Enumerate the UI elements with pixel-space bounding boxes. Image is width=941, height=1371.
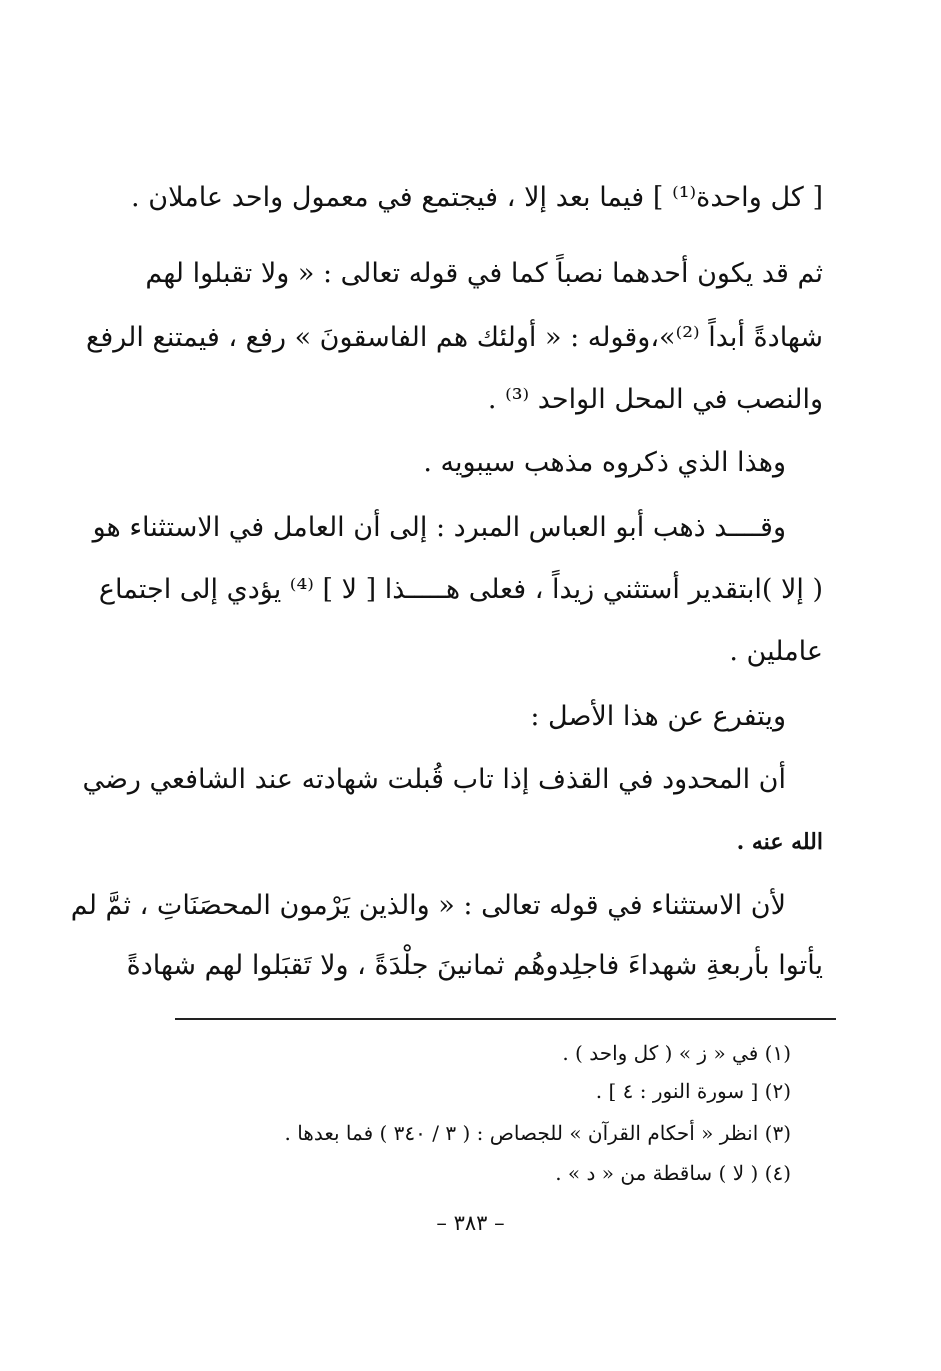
body-line-13: يأتوا بأربعةِ شهداءَ فاجلِدوهُم ثمانينَ جلْدَةً ، ولا تَقبَلوا لهم شهادةً	[126, 950, 823, 981]
body-line-6: وقــــد ذهب أبو العباس المبرد : إلى أن العامل في الاستثناء هو	[92, 512, 786, 543]
body-line-8: عاملين .	[729, 636, 823, 667]
footnote-2: (٢) [ سورة النور : ٤ ] .	[595, 1079, 791, 1103]
body-line-10: أن المحدود في القذف إذا تاب قُبلت شهادته عند الشافعي رضي	[82, 764, 786, 795]
body-line-9: ويتفرع عن هذا الأصل :	[530, 701, 786, 732]
body-line-11: الله عنه .	[736, 829, 823, 855]
footnote-1: (١) في « ز » ( كل واحد ) .	[562, 1041, 791, 1065]
footnote-4: (٤) ( لا ) ساقطة من « د » .	[555, 1161, 791, 1185]
body-line-12: لأن الاستثناء في قوله تعالى : « والذين يَرْمون المحصَنَاتِ ، ثمَّ لم	[70, 890, 786, 921]
footnote-3: (٣) انظر « أحكام القرآن » للجصاص : ( ٣ / ٣٤٠ ) فما بعدها .	[284, 1121, 791, 1145]
page-number: – ٣٨٣ –	[436, 1211, 505, 1235]
body-line-7: ( إلا )ابتقدير أستثني زيداً ، فعلى هـــــذا [ لا ] ⁽⁴⁾ يؤدي إلى اجتماع	[98, 574, 823, 605]
body-line-5: وهذا الذي ذكروه مذهب سيبويه .	[423, 447, 786, 478]
body-line-2: ثم قد يكون أحدهما نصباً كما في قوله تعالى : « ولا تقبلوا لهم	[145, 258, 823, 289]
body-line-4: والنصب في المحل الواحد ⁽³⁾ .	[487, 384, 823, 415]
footnote-separator	[175, 1018, 836, 1020]
body-line-1: [ كل واحدة⁽¹⁾ ] فيما بعد إلا ، فيجتمع في معمول واحد عاملان .	[131, 182, 824, 213]
body-line-3: شهادةً أبداً ⁽²⁾»،وقوله : « أولئك هم الفاسقونَ » رفع ، فيمتنع الرفع	[85, 322, 823, 353]
